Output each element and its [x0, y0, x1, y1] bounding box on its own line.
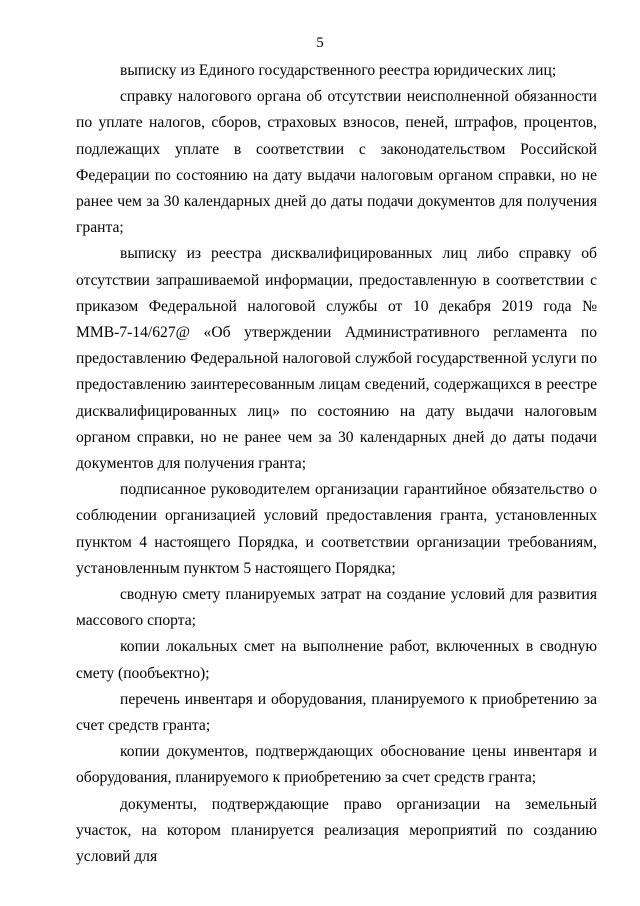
paragraph-summary-estimate: сводную смету планируемых затрат на создание условий для развития массового спорта; — [76, 586, 597, 630]
paragraph-tax-certificate: справку налогового органа об отсутствии неисполненной обязанности по уплате налогов, сборов, страховых взносов, пеней, штрафов, процентов, подлежащих уплате в соответствии с законодательством Российской Федерации по состоянию на дату выдачи налоговым органом справки, но не ранее чем за 30 календарных дней до даты подачи документов для получения гранта; — [76, 88, 597, 237]
paragraph-price-justification: копии документов, подтверждающих обоснование цены инвентаря и оборудования, планируемого к приобретению за счет средств гранта; — [76, 743, 597, 787]
page-number: 5 — [316, 35, 324, 51]
paragraph-land-rights: документы, подтверждающие право организации на земельный участок, на котором планируется реализация мероприятий по созданию условий для — [76, 795, 597, 866]
document-body — [76, 58, 597, 870]
paragraph-local-estimates: копии локальных смет на выполнение работ, включенных в сводную смету (пообъектно); — [76, 638, 597, 682]
paragraph-egrul-extract: выписку из Единого государственного реестра юридических лиц; — [120, 62, 557, 79]
paragraph-equipment-list: перечень инвентаря и оборудования, планируемого к приобретению за счет средств гранта; — [76, 690, 597, 735]
paragraph-disqualified-registry: выписку из реестра дисквалифицированных лиц либо справку об отсутствии запрашиваемой информации, предоставленную в соответствии с приказом Федеральной налоговой службы от 10 декабря 2019 года № ММВ-7-14/627@ «Об утверждении Административного регламента по предоставлению Федеральной налоговой службой государственной услуги по предоставлению заинтересованным лицам сведений, содержащихся в реестре дисквалифицированных лиц» по состоянию на дату выдачи налоговым органом справки, но не ранее чем за 30 календарных дней до даты подачи документов для получения гранта; — [76, 245, 597, 473]
paragraph-guarantee-obligation: подписанное руководителем организации гарантийное обязательство о соблюдении организацией условий предоставления гранта, установленных пунктом 4 настоящего Порядка, и соответствии организации требованиям, установленным пунктом 5 настоящего Порядка; — [76, 481, 597, 577]
